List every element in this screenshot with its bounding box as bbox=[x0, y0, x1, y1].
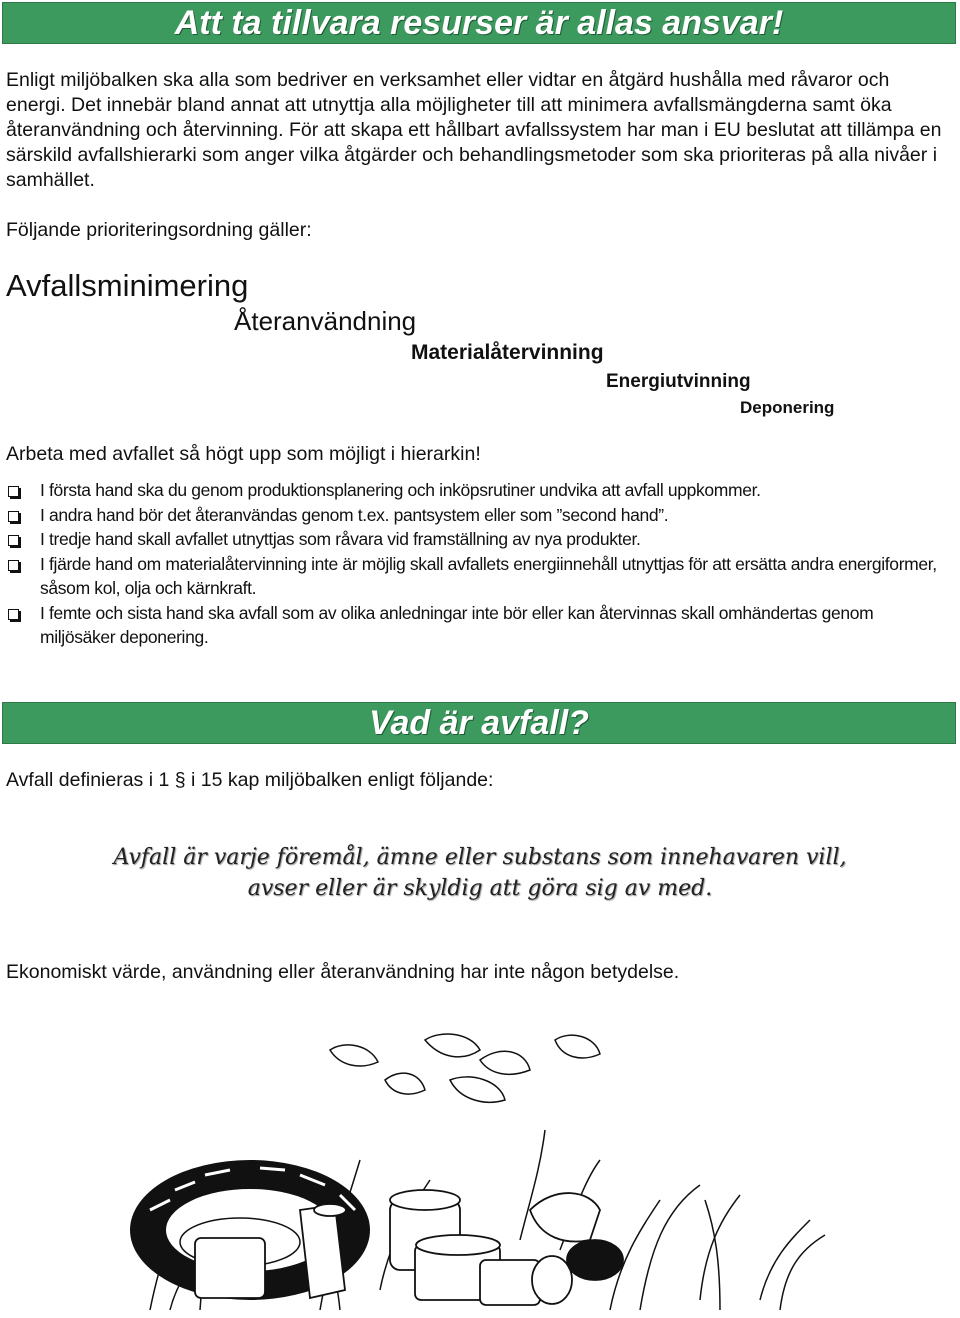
priority-list bbox=[6, 478, 946, 650]
waste-pile-illustration bbox=[0, 1010, 960, 1318]
checkbox-bullet-icon bbox=[8, 609, 19, 620]
work-note: Arbeta med avfallet så högt upp som möjligt i hierarkin! bbox=[6, 443, 481, 465]
hierarchy-level-1: Avfallsminimering bbox=[6, 268, 249, 303]
checkbox-bullet-icon bbox=[8, 511, 19, 522]
value-note: Ekonomiskt värde, användning eller återanvändning har inte någon betydelse. bbox=[6, 961, 680, 983]
list-item: I tredje hand skall avfallet utnyttjas som råvara vid framställning av nya produkter. bbox=[6, 527, 946, 552]
definition-intro: Avfall definieras i 1 § i 15 kap miljöbalken enligt följande: bbox=[6, 769, 494, 791]
section-title-resources: Att ta tillvara resurser är allas ansvar! bbox=[2, 2, 956, 44]
definition-quote-line-2: avser eller är skyldig att göra sig av med. bbox=[247, 876, 713, 901]
list-item: I andra hand bör det återanvändas genom t.ex. pantsystem eller som ”second hand”. bbox=[6, 503, 946, 528]
list-item: I första hand ska du genom produktionsplanering och inköpsrutiner undvika att avfall uppkommer. bbox=[6, 478, 946, 503]
hierarchy-level-3: Materialåtervinning bbox=[411, 341, 604, 364]
intro-paragraph: Enligt miljöbalken ska alla som bedriver en verksamhet eller vidtar en åtgärd hushålla med råvaror och energi. Det innebär bland annat att utnyttja alla möjligheter till att minimera avfallsmängderna samt öka återanvändning och återvinning. För att skapa ett hållbart avfallssystem har man i EU beslutat att tillämpa en särskild avfallshierarki som anger vilka åtgärder och behandlingsmetoder som ska prioriteras på alla nivåer i samhället. bbox=[6, 69, 942, 191]
section-title-what-is-waste: Vad är avfall? bbox=[2, 702, 956, 744]
definition-quote-line-1: Avfall är varje föremål, ämne eller substans som innehavaren vill, bbox=[113, 845, 847, 870]
hierarchy-level-5: Deponering bbox=[740, 398, 835, 417]
hierarchy-level-2: Återanvändning bbox=[234, 306, 417, 336]
order-intro: Följande prioriteringsordning gäller: bbox=[6, 219, 312, 241]
checkbox-bullet-icon bbox=[8, 560, 19, 571]
checkbox-bullet-icon bbox=[8, 535, 19, 546]
hierarchy-level-4: Energiutvinning bbox=[606, 371, 751, 392]
list-item: I fjärde hand om materialåtervinning inte är möjlig skall avfallets energiinnehåll utnyttjas för att ersätta andra energiformer, såsom kol, olja och kärnkraft. bbox=[6, 552, 946, 601]
checkbox-bullet-icon bbox=[8, 486, 19, 497]
list-item: I femte och sista hand ska avfall som av olika anledningar inte bör eller kan återvinnas skall omhändertas genom miljösäker deponering. bbox=[6, 601, 946, 650]
